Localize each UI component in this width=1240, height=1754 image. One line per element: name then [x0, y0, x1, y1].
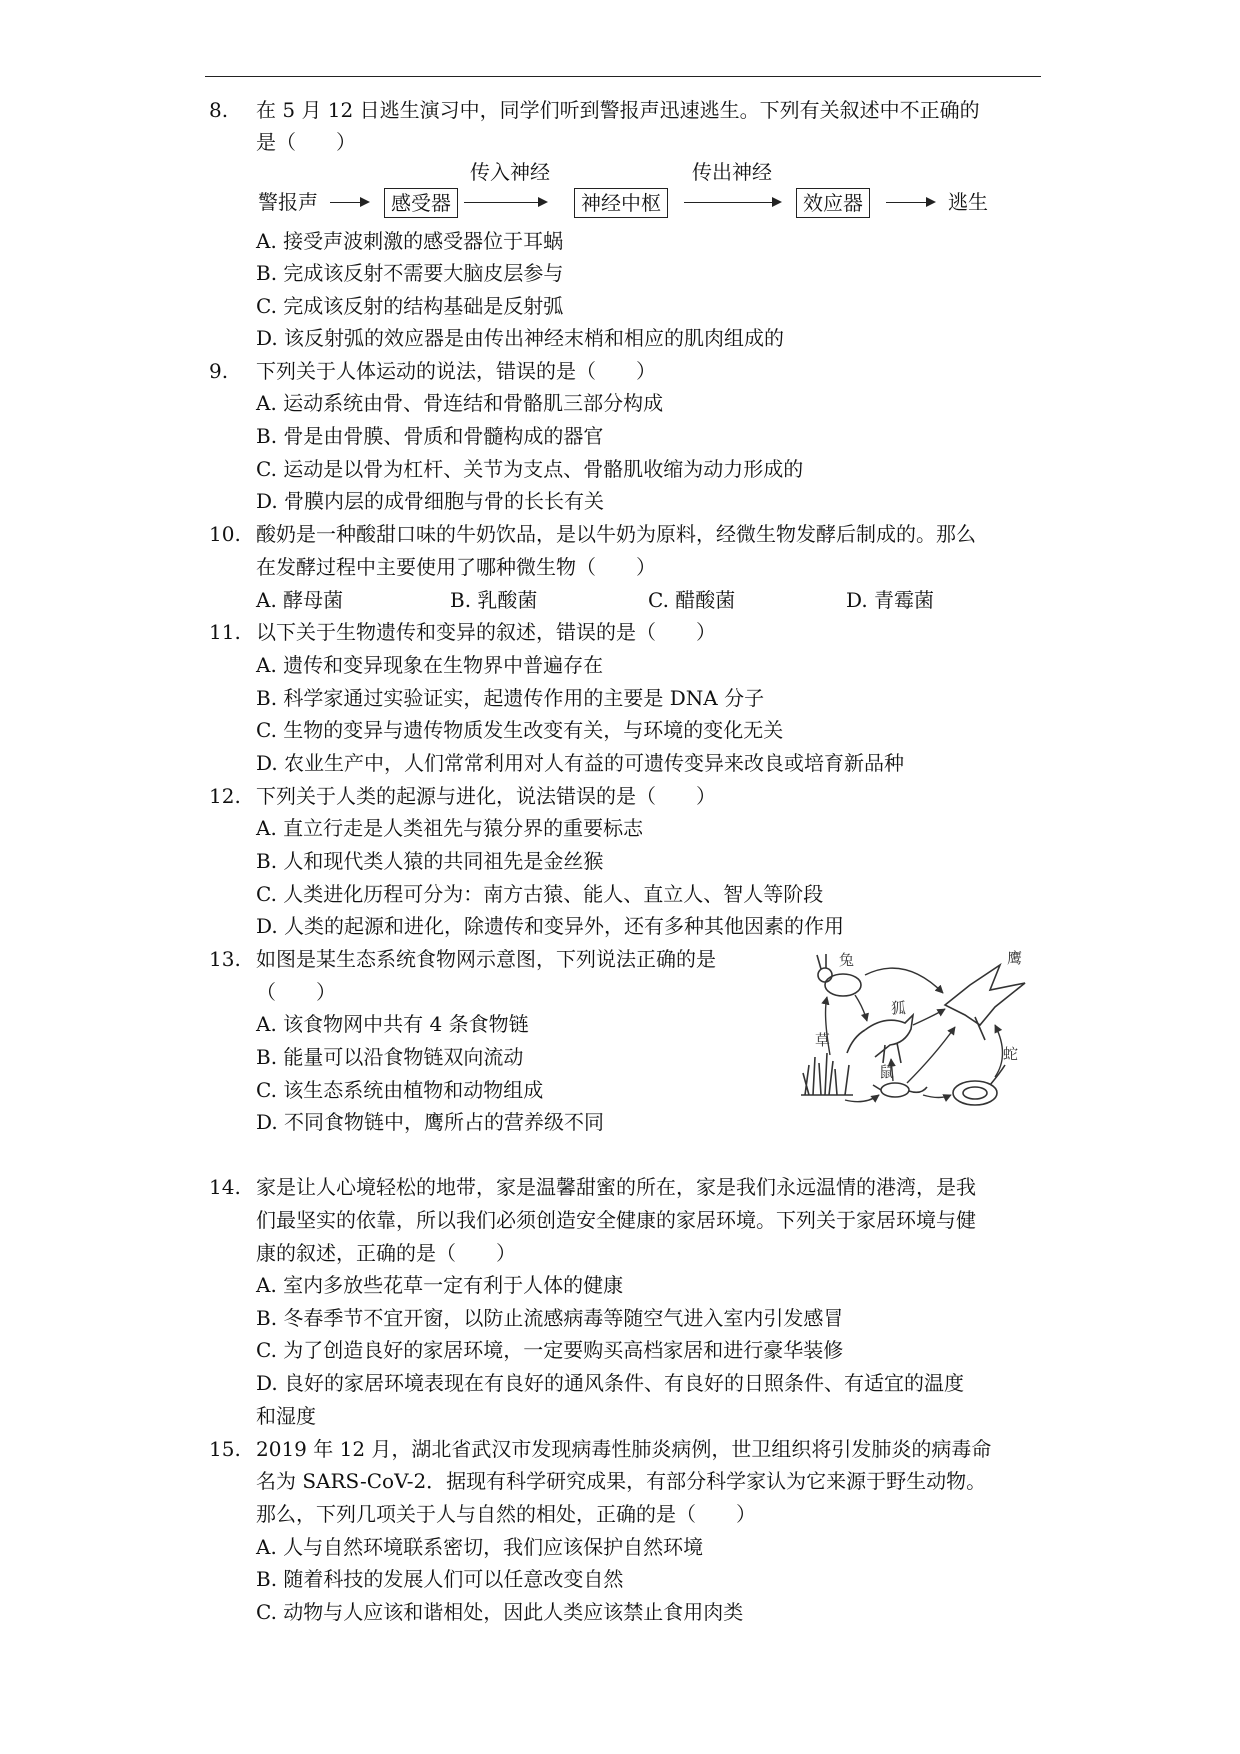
- flow-arrow: [684, 202, 780, 203]
- option-a: A. 人与自然环境联系密切，我们应该保护自然环境: [256, 1535, 704, 1559]
- flow-label-afferent: 传入神经: [470, 160, 550, 184]
- question-stem-line: 以下关于生物遗传和变异的叙述，错误的是（ ）: [256, 620, 716, 644]
- question-stem-line: 们最坚实的依靠，所以我们必须创造安全健康的家居环境。下列关于家居环境与健: [256, 1208, 976, 1232]
- snake-figure: [953, 1045, 1018, 1105]
- option-d: D. 农业生产中，人们常常利用对人有益的可遗传变异来改良或培育新品种: [256, 751, 905, 775]
- option-b: B. 乳酸菌: [450, 588, 538, 612]
- question-stem-line: 名为 SARS-CoV-2．据现有科学研究成果，有部分科学家认为它来源于野生动物。: [256, 1469, 987, 1493]
- question-number: 8.: [209, 98, 229, 122]
- rabbit-figure: [817, 951, 861, 996]
- option-d: D. 人类的起源和进化，除遗传和变异外，还有多种其他因素的作用: [256, 914, 845, 938]
- option-a: A. 室内多放些花草一定有利于人体的健康: [256, 1273, 624, 1297]
- question-number: 9.: [209, 359, 229, 383]
- flow-start-label: 警报声: [258, 190, 318, 214]
- question-stem-line: 如图是某生态系统食物网示意图，下列说法正确的是: [256, 947, 716, 971]
- question-stem-line: 酸奶是一种酸甜口味的牛奶饮品，是以牛奶为原料，经微生物发酵后制成的。那么: [256, 522, 976, 546]
- question-stem-line: 在 5 月 12 日逃生演习中，同学们听到警报声迅速逃生。下列有关叙述中不正确的: [256, 98, 980, 122]
- fox-label: 狐: [891, 999, 907, 1017]
- option-b: B. 完成该反射不需要大脑皮层参与: [256, 261, 564, 285]
- question-number: 15.: [209, 1437, 241, 1461]
- flow-box-effector: 效应器: [796, 188, 870, 218]
- grass-figure: [801, 1031, 853, 1095]
- question-number: 13.: [209, 947, 241, 971]
- arrow-grass-mouse: [845, 1095, 879, 1102]
- option-c: C. 完成该反射的结构基础是反射弧: [256, 294, 564, 318]
- eagle-label: 鹰: [1007, 949, 1023, 967]
- question-stem-line: 在发酵过程中主要使用了哪种微生物（ ）: [256, 555, 656, 579]
- question-number: 12.: [209, 784, 241, 808]
- question-stem-line: 家是让人心境轻松的地带，家是温馨甜蜜的所在，家是我们永远温情的港湾，是我: [256, 1175, 976, 1199]
- option-b: B. 能量可以沿食物链双向流动: [256, 1045, 524, 1069]
- flow-arrow: [330, 202, 368, 203]
- question-stem-line: 下列关于人类的起源与进化，说法错误的是（ ）: [256, 784, 716, 808]
- rabbit-label: 兔: [839, 951, 855, 969]
- mouse-figure: [873, 1063, 927, 1097]
- flow-arrow: [464, 202, 546, 203]
- option-c: C. 为了创造良好的家居环境，一定要购买高档家居和进行豪华装修: [256, 1338, 844, 1362]
- option-a: A. 接受声波刺激的感受器位于耳蜗: [256, 229, 564, 253]
- snake-label: 蛇: [1003, 1045, 1019, 1063]
- option-a: A. 遗传和变异现象在生物界中普遍存在: [256, 653, 604, 677]
- arrow-fox-eagle: [913, 1009, 945, 1025]
- option-a: A. 运动系统由骨、骨连结和骨骼肌三部分构成: [256, 391, 664, 415]
- option-a: A. 直立行走是人类祖先与猿分界的重要标志: [256, 816, 644, 840]
- option-b: B. 冬春季节不宜开窗，以防止流感病毒等随空气进入室内引发感冒: [256, 1306, 844, 1330]
- question-stem-line: 下列关于人体运动的说法，错误的是（ ）: [256, 359, 656, 383]
- header-rule: [205, 76, 1041, 77]
- option-c: C. 该生态系统由植物和动物组成: [256, 1078, 544, 1102]
- option-b: B. 随着科技的发展人们可以任意改变自然: [256, 1567, 624, 1591]
- option-c: C. 运动是以骨为杠杆、关节为支点、骨骼肌收缩为动力形成的: [256, 457, 804, 481]
- option-c: C. 人类进化历程可分为：南方古猿、能人、直立人、智人等阶段: [256, 882, 824, 906]
- question-stem-line: 那么，下列几项关于人与自然的相处，正确的是（ ）: [256, 1502, 756, 1526]
- eagle-figure: [945, 949, 1025, 1040]
- option-c: C. 醋酸菌: [648, 588, 736, 612]
- question-number: 14.: [209, 1175, 241, 1199]
- arrow-mouse-snake: [923, 1095, 951, 1098]
- reflex-arc-diagram: [258, 160, 1018, 226]
- option-b: B. 人和现代类人猿的共同祖先是金丝猴: [256, 849, 604, 873]
- option-d: D. 骨膜内层的成骨细胞与骨的长长有关: [256, 489, 605, 513]
- fox-figure: [847, 999, 913, 1063]
- flow-label-efferent: 传出神经: [692, 160, 772, 184]
- option-c: C. 生物的变异与遗传物质发生改变有关，与环境的变化无关: [256, 718, 784, 742]
- arrow-mouse-eagle: [907, 1027, 955, 1083]
- question-number: 11.: [209, 620, 241, 644]
- flow-box-receptor: 感受器: [384, 188, 458, 218]
- flow-end-label: 逃生: [948, 190, 988, 214]
- option-b: B. 骨是由骨膜、骨质和骨髓构成的器官: [256, 424, 604, 448]
- grass-label: 草: [815, 1031, 831, 1049]
- food-web-figure: [795, 945, 1040, 1120]
- question-number: 10.: [209, 522, 241, 546]
- option-d: D. 该反射弧的效应器是由传出神经末梢和相应的肌肉组成的: [256, 326, 785, 350]
- flow-arrow: [886, 202, 934, 203]
- option-c: C. 动物与人应该和谐相处，因此人类应该禁止食用肉类: [256, 1600, 744, 1624]
- option-d: D. 青霉菌: [846, 588, 935, 612]
- option-d: D. 良好的家居环境表现在有良好的通风条件、有良好的日照条件、有适宜的温度: [256, 1371, 965, 1395]
- question-stem-line: 是（ ）: [256, 130, 356, 154]
- mouse-label: 鼠: [879, 1063, 895, 1081]
- arrow-rabbit-eagle: [865, 968, 943, 993]
- question-stem-line: 康的叙述，正确的是（ ）: [256, 1241, 516, 1265]
- question-stem-line: （ ）: [256, 980, 336, 1004]
- arrow-rabbit-fox: [855, 995, 867, 1021]
- option-b: B. 科学家通过实验证实，起遗传作用的主要是 DNA 分子: [256, 686, 765, 710]
- option-d-continued: 和湿度: [256, 1404, 316, 1428]
- option-a: A. 酵母菌: [256, 588, 344, 612]
- option-d: D. 不同食物链中，鹰所占的营养级不同: [256, 1110, 605, 1134]
- question-stem-line: 2019 年 12 月，湖北省武汉市发现病毒性肺炎病例，世卫组织将引发肺炎的病毒命: [256, 1437, 992, 1461]
- option-a: A. 该食物网中共有 4 条食物链: [256, 1012, 529, 1036]
- flow-box-center: 神经中枢: [574, 188, 668, 218]
